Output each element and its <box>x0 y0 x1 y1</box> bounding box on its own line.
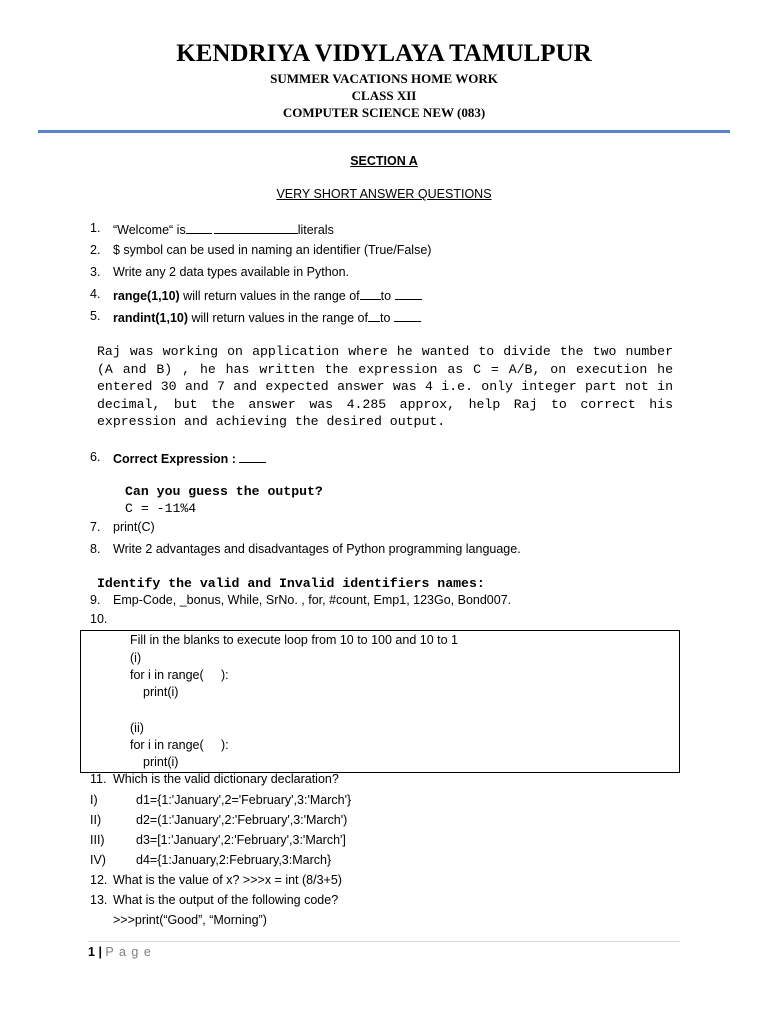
option-1-label: I) <box>90 793 98 807</box>
option-2-label: II) <box>90 813 102 827</box>
q4-number: 4. <box>90 287 101 301</box>
page-number: 1 <box>88 945 95 959</box>
loop-part1-for: for i in range( ): <box>130 668 229 682</box>
q1-number: 1. <box>90 221 101 235</box>
q6-label: Correct Expression : <box>113 452 236 466</box>
footer-rule <box>88 941 680 942</box>
footer-separator: | <box>98 945 102 959</box>
header-line-2: CLASS XII <box>351 88 417 103</box>
loop-part2-print: print(i) <box>143 755 179 769</box>
guess-code: C = -11%4 <box>125 501 197 516</box>
header-line-3: COMPUTER SCIENCE NEW (083) <box>282 105 486 120</box>
q1-pre: “Welcome“ is <box>113 223 186 237</box>
q4-body: will return values in the range of <box>179 289 360 303</box>
q10-number: 10. <box>90 612 108 626</box>
q4-text <box>113 287 422 303</box>
q9-number: 9. <box>90 593 101 607</box>
loop-part1-label: (i) <box>130 651 142 665</box>
q13-code: >>>print(“Good”, “Morning”) <box>113 913 267 927</box>
q5-text <box>113 309 421 325</box>
loop-part2-label: (ii) <box>130 721 144 735</box>
section-subtitle: VERY SHORT ANSWER QUESTIONS <box>276 187 492 201</box>
q6-blank <box>239 450 266 463</box>
q5-blank-a <box>368 309 380 322</box>
page-footer <box>88 945 152 959</box>
q5-blank-b <box>394 309 421 322</box>
q1-blank-a <box>186 221 212 234</box>
option-4-text: d4={1:January,2:February,3:March} <box>136 853 332 867</box>
q11-text: Which is the valid dictionary declaration? <box>113 772 339 786</box>
option-2-text: d2=(1:'January',2:'February',3:'March') <box>136 813 348 827</box>
q5-body: will return values in the range of <box>188 311 368 325</box>
header-line-1: SUMMER VACATIONS HOME WORK <box>270 71 498 86</box>
option-3-label: III) <box>90 833 105 847</box>
q4-to: to <box>380 289 392 303</box>
q3-number: 3. <box>90 265 101 279</box>
q3-text: Write any 2 data types available in Python. <box>113 265 350 279</box>
q7-number: 7. <box>90 520 101 534</box>
q4-bold: range(1,10) <box>113 289 180 303</box>
q6-number: 6. <box>90 450 101 464</box>
school-title: KENDRIYA VIDYLAYA TAMULPUR <box>176 40 592 67</box>
q8-text: Write 2 advantages and disadvantages of Python programming language. <box>113 542 521 556</box>
loop-part1-print: print(i) <box>143 685 179 699</box>
option-3-text: d3=[1:'January',2:'February',3:'March'] <box>136 833 346 847</box>
q12-text: What is the value of x? >>>x = int (8/3+5) <box>113 873 342 887</box>
q1-text <box>113 221 334 237</box>
q9-text: Emp-Code, _bonus, While, SrNo. , for, #count, Emp1, 123Go, Bond007. <box>113 593 512 607</box>
raj-paragraph: Raj was working on application where he wanted to divide the two number (A and B) , he has written the expression as C = A/B, on execution he entered 30 and 7 and expected answer was 4 i.e. only integer part not in decimal, but the answer was 4.285 approx, help Raj to correct his expression and achieving the desired output. <box>97 344 673 429</box>
q5-to: to <box>379 311 391 325</box>
q2-text: $ symbol can be used in naming an identifier (True/False) <box>113 243 432 257</box>
q7-text: print(C) <box>113 520 155 534</box>
identify-heading: Identify the valid and Invalid identifiers names: <box>97 576 485 591</box>
q13-number: 13. <box>90 893 108 907</box>
q13-text: What is the output of the following code? <box>113 893 339 907</box>
q4-blank-b <box>395 287 422 300</box>
q5-number: 5. <box>90 309 101 323</box>
q11-number: 11. <box>90 772 107 786</box>
page-word: P a g e <box>105 945 152 959</box>
guess-heading: Can you guess the output? <box>125 484 323 499</box>
q1-post: literals <box>297 223 334 237</box>
q5-bold: randint(1,10) <box>113 311 189 325</box>
q6-text <box>113 450 266 466</box>
q2-number: 2. <box>90 243 101 257</box>
header-rule <box>38 130 730 133</box>
loop-box <box>80 630 680 773</box>
q4-blank-a <box>360 287 381 300</box>
option-4-label: IV) <box>90 853 106 867</box>
loop-box-title: Fill in the blanks to execute loop from 10 to 100 and 10 to 1 <box>130 633 458 647</box>
section-title: SECTION A <box>350 154 418 168</box>
q8-number: 8. <box>90 542 101 556</box>
q12-number: 12. <box>90 873 108 887</box>
loop-part2-for: for i in range( ): <box>130 738 229 752</box>
option-1-text: d1={1:'January',2='February',3:'March'} <box>136 793 352 807</box>
q1-blank-b <box>214 221 298 234</box>
